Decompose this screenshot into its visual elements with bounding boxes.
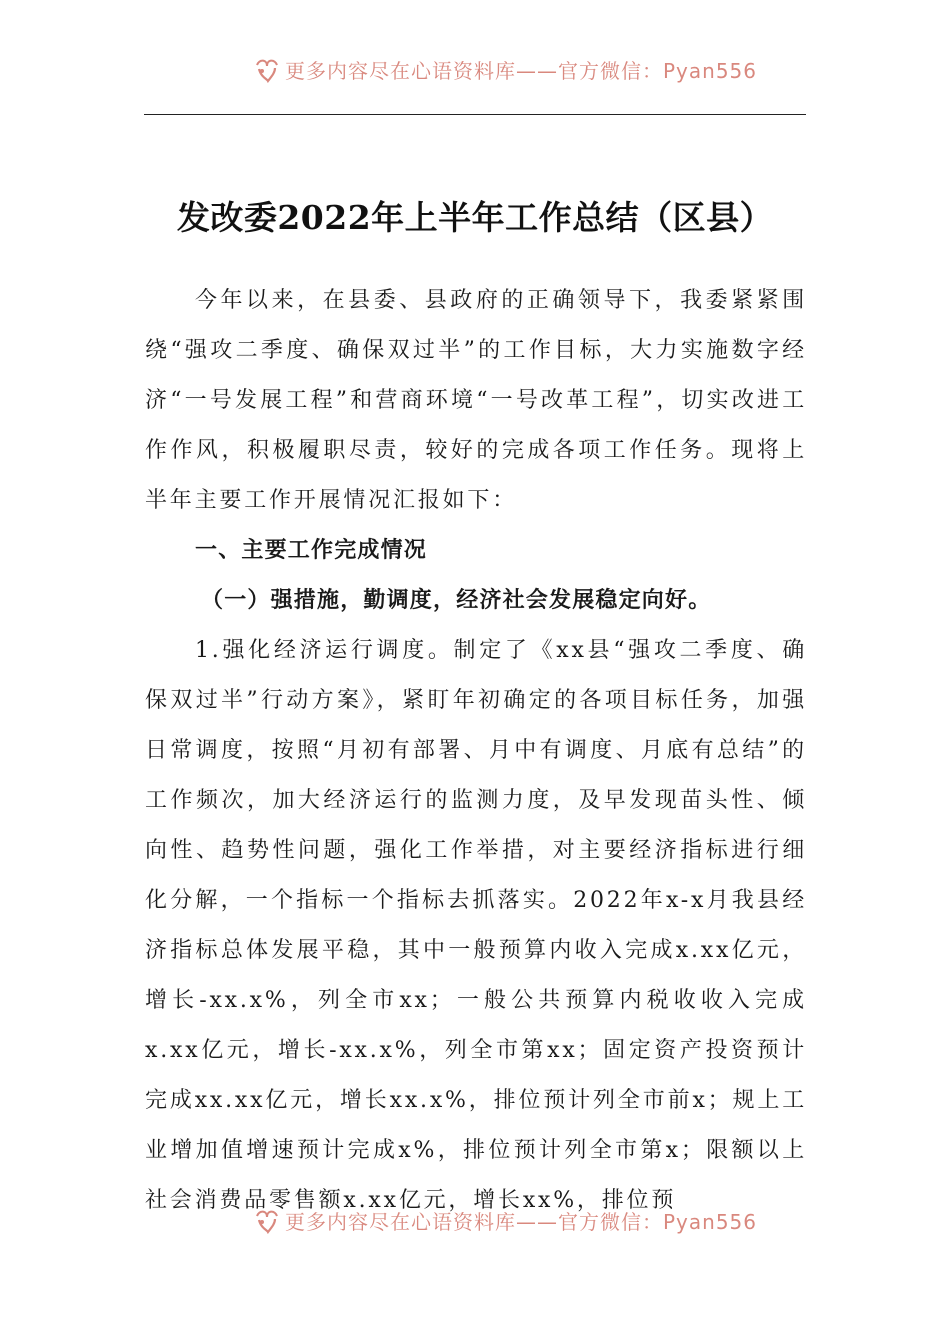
document-title: 发改委2022年上半年工作总结（区县）: [176, 198, 774, 238]
header-watermark: [0, 56, 950, 86]
watermark-text: 更多内容尽在心语资料库——官方微信：Pyan556: [285, 59, 758, 83]
item-paragraph: 1.强化经济运行调度。制定了《xx县“强攻二季度、确保双过半”行动方案》，紧盯年初确定的各项目标任务，加强日常调度，按照“月初有部署、月中有调度、月底有总结”的工作频次，加大经济运行的监测力度，及早发现苗头性、倾向性、趋势性问题，强化工作举措，对主要经济指标进行细化分解，一个指标一个指标去抓落实。2022年x-x月我县经济指标总体发展平稳，其中一般预算内收入完成x.xx亿元，增长-xx.x%，列全市xx；一般公共预算内税收收入完成x.xx亿元，增长-xx.x%，列全市第xx；固定资产投资预计完成xx.xx亿元，增长xx.x%，排位预计列全市前x；规上工业增加值增速预计完成x%，排位预计列全市第x；限额以上社会消费品零售额x.xx亿元，增长xx%，排位预: [145, 638, 807, 1213]
logo-icon: [253, 1208, 281, 1234]
intro-paragraph: 今年以来，在县委、县政府的正确领导下，我委紧紧围绕“强攻二季度、确保双过半”的工作目标，大力实施数字经济“一号发展工程”和营商环境“一号改革工程”，切实改进工作作风，积极履职尽责，较好的完成各项工作任务。现将上半年主要工作开展情况汇报如下：: [145, 288, 807, 513]
header-rule: [144, 114, 806, 115]
watermark-text: 更多内容尽在心语资料库——官方微信：Pyan556: [285, 1210, 758, 1234]
document-body: [145, 276, 807, 1226]
subsection-heading: （一）强措施，勤调度，经济社会发展稳定向好。: [201, 588, 712, 613]
section-heading: 一、主要工作完成情况: [195, 538, 428, 563]
logo-icon: [253, 57, 281, 83]
footer-watermark: [0, 1206, 950, 1236]
